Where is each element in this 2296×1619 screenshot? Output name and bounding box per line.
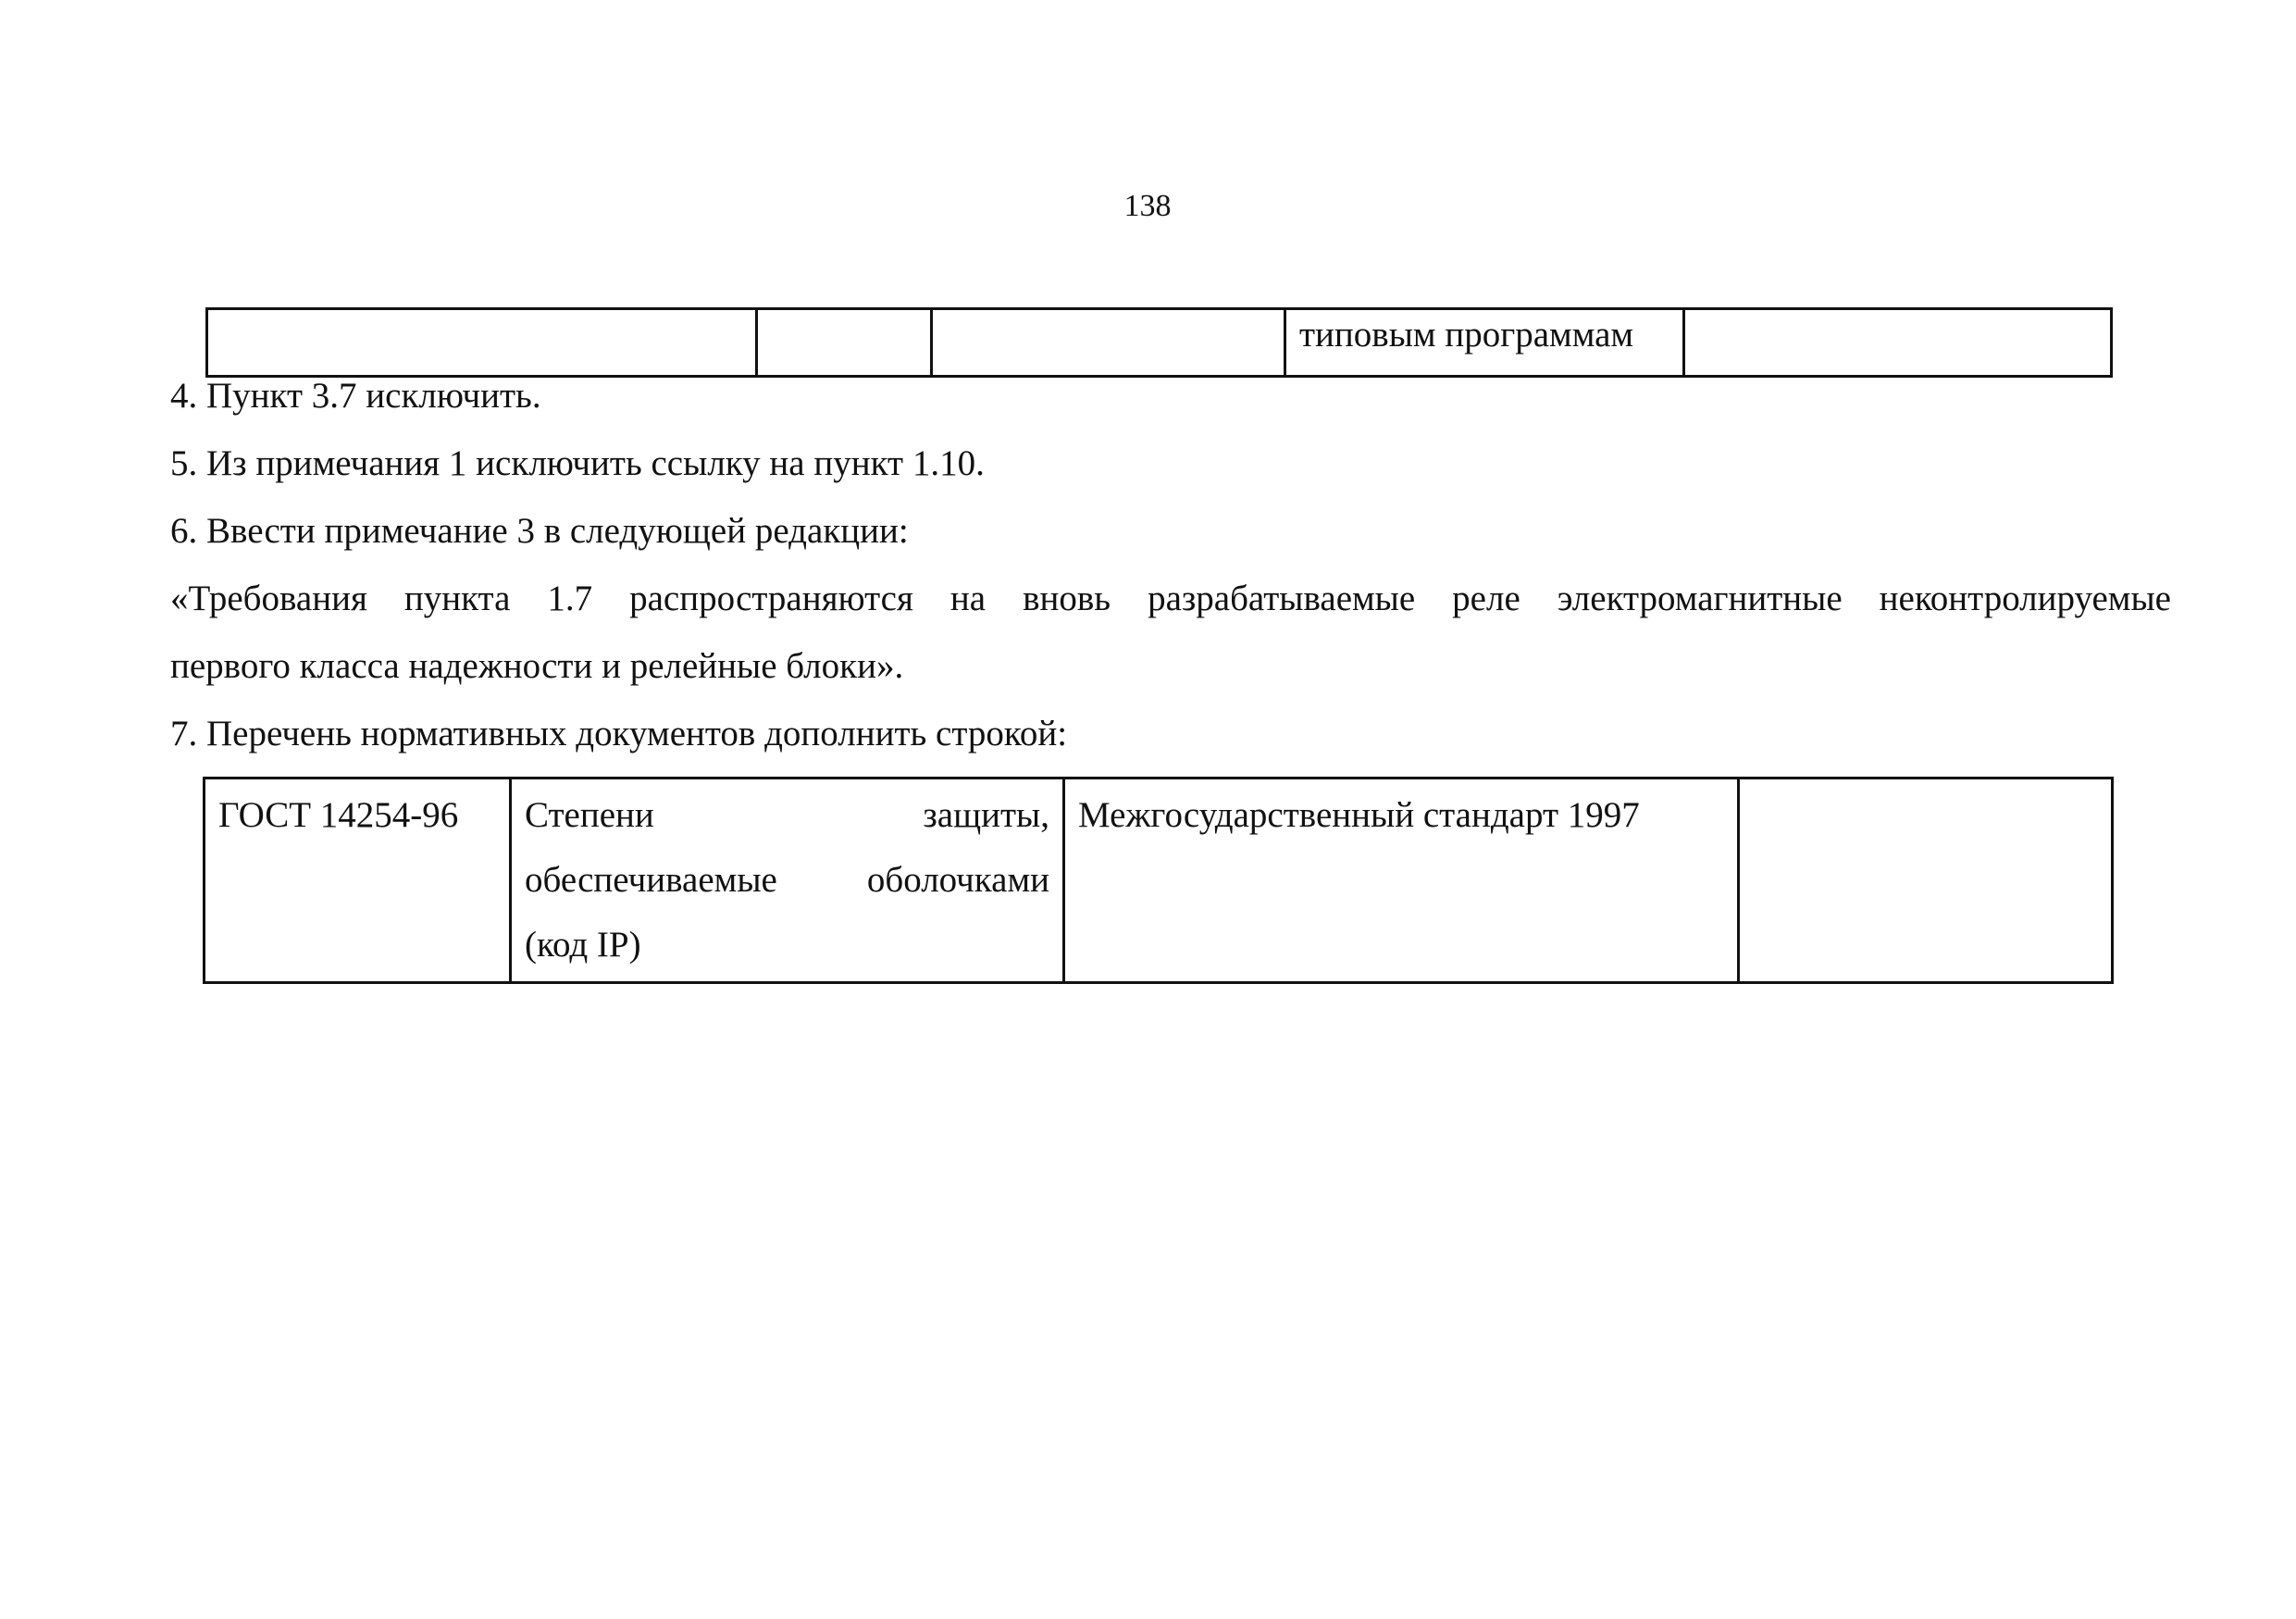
standard-type-cell: Межгосударственный стандарт 1997 xyxy=(1064,778,1739,983)
document-code-cell: ГОСТ 14254-96 xyxy=(205,778,511,983)
paragraph-item-7: 7. Перечень нормативных документов дополнить строкой: xyxy=(170,714,1068,753)
paragraph-item-5: 5. Из примечания 1 исключить ссылку на пункт 1.10. xyxy=(170,443,985,483)
description-line-2: обеспечиваемые оболочками xyxy=(525,860,1049,900)
document-description-cell xyxy=(511,778,1064,983)
table-cell-3 xyxy=(932,309,1285,377)
empty-cell xyxy=(1739,778,2113,983)
table-cell-2 xyxy=(757,309,932,377)
paragraph-item-4: 4. Пункт 3.7 исключить. xyxy=(170,376,541,416)
quote-line-1: «Требования пункта 1.7 распространяются на вновь разрабатываемые реле электромагнитные неконтролируемые xyxy=(170,579,2171,618)
table-cell-5 xyxy=(1684,309,2112,377)
description-line-3: (код IP) xyxy=(525,925,641,965)
table-row xyxy=(207,309,2112,377)
continuation-table xyxy=(205,307,2113,378)
paragraph-item-6: 6. Ввести примечание 3 в следующей редакции: xyxy=(170,511,909,551)
quote-line-2: первого класса надежности и релейные блоки». xyxy=(170,646,904,686)
table-cell-1 xyxy=(207,309,757,377)
normative-documents-table xyxy=(203,777,2114,984)
table-row xyxy=(205,778,2113,983)
table-cell-4: типовым программам xyxy=(1285,309,1684,377)
page-number: 138 xyxy=(1123,189,1172,223)
description-line-1: Степени защиты, xyxy=(525,795,1049,835)
